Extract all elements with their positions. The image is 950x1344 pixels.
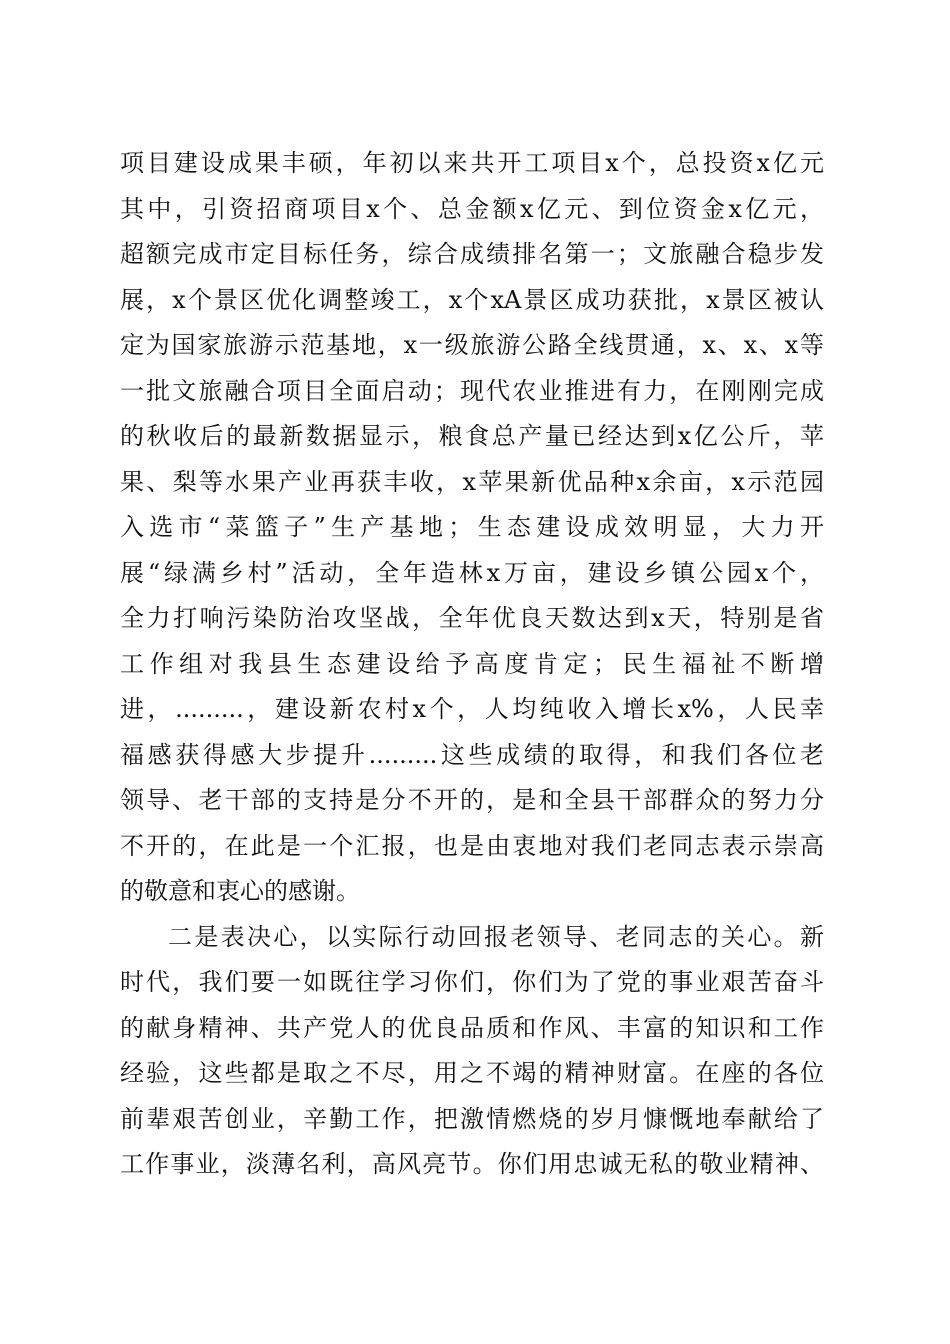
text-line: 定为国家旅游示范基地，x一级旅游公路全线贯通，x、x、x等	[120, 331, 824, 359]
text-line: 一批文旅融合项目全面启动；现代农业推进有力，在刚刚完成	[120, 377, 824, 405]
text-line: 领导、老干部的支持是分不开的，是和全县干部群众的努力分	[120, 786, 824, 814]
text-line: 的敬意和衷心的感谢。	[120, 877, 360, 905]
text-line: 不开的，在此是一个汇报，也是由衷地对我们老同志表示崇高	[120, 832, 824, 860]
text-line: 的献身精神、共产党人的优良品质和作风、丰富的知识和工作	[120, 1014, 824, 1042]
text-line: 其中，引资招商项目x个、总金额x亿元、到位资金x亿元，	[120, 195, 824, 223]
text-line: 前辈艰苦创业，辛勤工作，把激情燃烧的岁月慷慨地奉献给了	[120, 1105, 824, 1133]
text-line: 工作事业，淡薄名利，高风亮节。你们用忠诚无私的敬业精神、	[120, 1150, 824, 1178]
text-line: 展，x个景区优化调整竣工，x个xA景区成功获批，x景区被认	[120, 286, 824, 314]
text-line: 全力打响污染防治攻坚战，全年优良天数达到x天，特别是省	[120, 604, 824, 632]
text-line: 进，.........，建设新农村x个，人均纯收入增长x%，人民幸	[120, 695, 824, 723]
text-line: 项目建设成果丰硕，年初以来共开工项目x个，总投资x亿元	[120, 149, 824, 177]
text-line: 工作组对我县生态建设给予高度肯定；民生福祉不断增	[120, 650, 824, 678]
text-line: 入选市“菜篮子”生产基地；生态建设成效明显，大力开	[120, 513, 824, 541]
text-line: 果、梨等水果产业再获丰收，x苹果新优品种x余亩，x示范园	[120, 468, 824, 496]
text-line: 的秋收后的最新数据显示，粮食总产量已经达到x亿公斤，苹	[120, 422, 824, 450]
text-line: 福感获得感大步提升.........这些成绩的取得，和我们各位老	[120, 741, 824, 769]
text-line: 经验，这些都是取之不尽，用之不竭的精神财富。在座的各位	[120, 1059, 824, 1087]
text-line: 超额完成市定目标任务，综合成绩排名第一；文旅融合稳步发	[120, 240, 824, 268]
paragraph-first-line: 二是表决心，以实际行动回报老领导、老同志的关心。新	[168, 923, 824, 951]
text-line: 时代，我们要一如既往学习你们，你们为了党的事业艰苦奋斗	[120, 968, 824, 996]
text-line: 展“绿满乡村”活动，全年造林x万亩，建设乡镇公园x个，	[120, 559, 824, 587]
